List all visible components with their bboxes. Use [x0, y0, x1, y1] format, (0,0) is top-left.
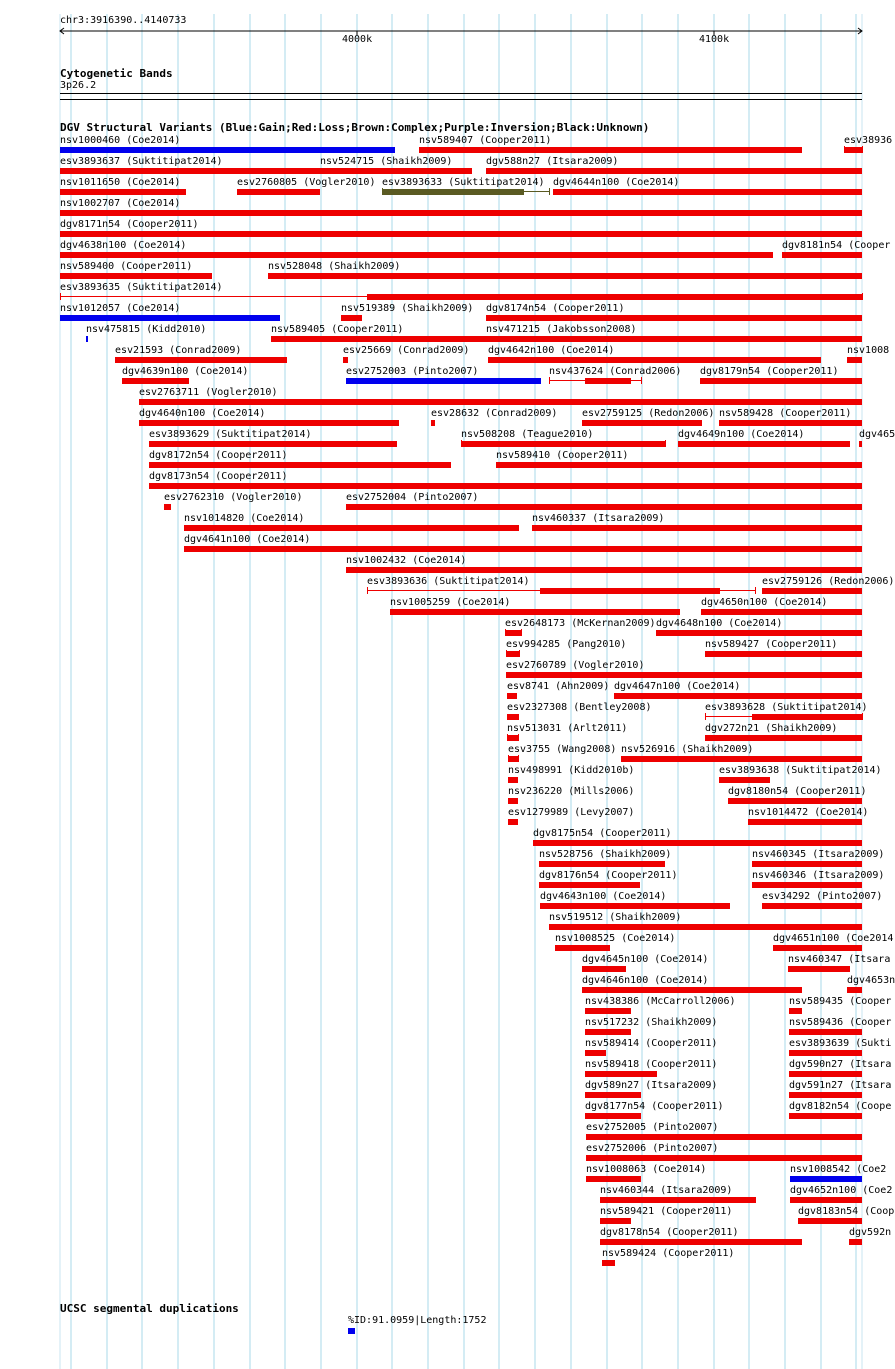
dgv-feature-label[interactable]: esv3893628 (Suktitipat2014) — [705, 702, 868, 713]
dgv-feature-bar[interactable] — [602, 1260, 615, 1266]
dgv-feature-label[interactable]: dgv8181n54 (Cooper — [782, 240, 891, 251]
dgv-feature-bar[interactable] — [505, 630, 521, 636]
dgv-feature-bar[interactable] — [346, 504, 862, 510]
dgv-feature-bar[interactable] — [678, 441, 850, 447]
dgv-feature-bar[interactable] — [532, 525, 862, 531]
dgv-feature-bar[interactable] — [488, 357, 821, 363]
dgv-feature-label[interactable]: dgv4643n100 (Coe2014) — [540, 891, 667, 902]
dgv-feature-label[interactable]: nsv528048 (Shaikh2009) — [268, 261, 401, 272]
dgv-feature-label[interactable]: nsv438386 (McCarroll2006) — [585, 996, 736, 1007]
dgv-feature-label[interactable]: esv2752004 (Pinto2007) — [346, 492, 479, 503]
ruler-tick-4100k: 4100k — [699, 34, 730, 45]
dgv-feature-bar[interactable] — [60, 252, 773, 258]
dgv-feature-label[interactable]: nsv524715 (Shaikh2009) — [320, 156, 453, 167]
dgv-feature-label[interactable]: dgv4642n100 (Coe2014) — [488, 345, 615, 356]
dgv-feature-bar[interactable] — [149, 462, 451, 468]
dgv-feature-endcap — [705, 713, 706, 720]
dgv-feature-label[interactable]: dgv4641n100 (Coe2014) — [184, 534, 311, 545]
dgv-feature-bar[interactable] — [139, 420, 399, 426]
dgv-feature-label[interactable]: esv3893633 (Suktitipat2014) — [382, 177, 545, 188]
dgv-feature-bar[interactable] — [346, 567, 862, 573]
dgv-feature-bar[interactable] — [748, 819, 862, 825]
dgv-feature-bar[interactable] — [507, 693, 517, 699]
dgv-feature-label[interactable]: nsv1000460 (Coe2014) — [60, 135, 181, 146]
dgv-feature-label[interactable]: nsv1002432 (Coe2014) — [346, 555, 467, 566]
dgv-feature-bar[interactable] — [585, 1113, 641, 1119]
dgv-feature-bar[interactable] — [60, 168, 472, 174]
dgv-feature-bar[interactable] — [585, 1092, 641, 1098]
dgv-feature-bar[interactable] — [508, 756, 518, 762]
dgv-feature-bar[interactable] — [752, 714, 862, 720]
dgv-feature-label[interactable]: esv2762310 (Vogler2010) — [164, 492, 303, 503]
dgv-feature-label[interactable]: nsv236220 (Mills2006) — [508, 786, 635, 797]
dgv-feature-endcap — [60, 293, 61, 300]
dgv-feature-label[interactable]: esv2648173 (McKernan2009) — [505, 618, 656, 629]
dgv-feature-bar[interactable] — [789, 1071, 862, 1077]
dgv-feature-label[interactable]: nsv589407 (Cooper2011) — [419, 135, 552, 146]
dgv-feature-bar[interactable] — [115, 357, 287, 363]
dgv-feature-label[interactable]: esv3893635 (Suktitipat2014) — [60, 282, 223, 293]
dgv-feature-label[interactable]: nsv498991 (Kidd2010b) — [508, 765, 635, 776]
dgv-feature-label[interactable]: esv38936 — [844, 135, 893, 146]
dgv-feature-label[interactable]: dgv465 — [859, 429, 895, 440]
dgv-feature-bar[interactable] — [762, 588, 862, 594]
dgv-feature-label[interactable]: esv3755 (Wang2008) — [508, 744, 617, 755]
dgv-feature-label[interactable]: dgv4639n100 (Coe2014) — [122, 366, 249, 377]
dgv-feature-endcap — [518, 734, 519, 741]
dgv-feature-endcap — [862, 293, 863, 300]
dgv-feature-label[interactable]: esv2760789 (Vogler2010) — [506, 660, 645, 671]
dgv-feature-label[interactable]: nsv1012057 (Coe2014) — [60, 303, 181, 314]
dgv-feature-label[interactable]: dgv4638n100 (Coe2014) — [60, 240, 187, 251]
dgv-feature-bar[interactable] — [419, 147, 802, 153]
dgv-feature-bar[interactable] — [539, 861, 665, 867]
dgv-feature-label[interactable]: dgv8172n54 (Cooper2011) — [149, 450, 288, 461]
dgv-feature-endcap — [862, 146, 863, 153]
dgv-feature-bar[interactable] — [486, 168, 862, 174]
dgv-feature-label[interactable]: dgv8179n54 (Cooper2011) — [700, 366, 839, 377]
dgv-feature-bar[interactable] — [582, 420, 702, 426]
dgv-feature-bar[interactable] — [367, 294, 862, 300]
dgv-feature-label[interactable]: dgv591n27 (Itsara — [789, 1080, 892, 1091]
dgv-feature-bar[interactable] — [762, 903, 862, 909]
dgv-feature-bar[interactable] — [585, 1029, 631, 1035]
dgv-feature-label[interactable]: esv25669 (Conrad2009) — [343, 345, 470, 356]
dgv-feature-bar[interactable] — [539, 882, 640, 888]
dgv-feature-label[interactable]: nsv589418 (Cooper2011) — [585, 1059, 718, 1070]
dgv-feature-label[interactable]: esv3893638 (Suktitipat2014) — [719, 765, 882, 776]
dgv-feature-label[interactable]: dgv272n21 (Shaikh2009) — [705, 723, 838, 734]
dgv-feature-label[interactable]: esv1279989 (Levy2007) — [508, 807, 635, 818]
dgv-feature-bar[interactable] — [582, 987, 802, 993]
dgv-feature-bar[interactable] — [600, 1218, 631, 1224]
dgv-feature-bar[interactable] — [585, 1050, 606, 1056]
dgv-feature-label[interactable]: esv2759125 (Redon2006) — [582, 408, 715, 419]
segdup-title: UCSC segmental duplications — [60, 1302, 239, 1315]
dgv-feature-label[interactable]: nsv1002707 (Coe2014) — [60, 198, 181, 209]
dgv-feature-label[interactable]: dgv8173n54 (Cooper2011) — [149, 471, 288, 482]
dgv-feature-label[interactable]: esv2763711 (Vogler2010) — [139, 387, 278, 398]
dgv-feature-bar[interactable] — [341, 315, 362, 321]
dgv-feature-label[interactable]: nsv460346 (Itsara2009) — [752, 870, 885, 881]
dgv-feature-label[interactable]: dgv4651n100 (Coe2014 — [773, 933, 894, 944]
dgv-feature-label[interactable]: esv3893637 (Suktitipat2014) — [60, 156, 223, 167]
dgv-feature-label[interactable]: dgv4652n100 (Coe2 — [790, 1185, 893, 1196]
dgv-feature-label[interactable]: nsv589436 (Cooper — [789, 1017, 892, 1028]
dgv-feature-label[interactable]: esv3893636 (Suktitipat2014) — [367, 576, 530, 587]
dgv-feature-label[interactable]: nsv460337 (Itsara2009) — [532, 513, 665, 524]
segdup-feature-bar[interactable] — [348, 1328, 355, 1334]
dgv-feature-label[interactable]: dgv8176n54 (Cooper2011) — [539, 870, 678, 881]
dgv-feature-endcap — [862, 713, 863, 720]
dgv-feature-label[interactable]: nsv589421 (Cooper2011) — [600, 1206, 733, 1217]
dgv-feature-label[interactable]: dgv8183n54 (Coop — [798, 1206, 895, 1217]
dgv-feature-label[interactable]: nsv460345 (Itsara2009) — [752, 849, 885, 860]
dgv-feature-label[interactable]: esv2752003 (Pinto2007) — [346, 366, 479, 377]
dgv-feature-bar[interactable] — [496, 462, 862, 468]
dgv-feature-bar[interactable] — [585, 378, 631, 384]
dgv-feature-bar[interactable] — [60, 210, 862, 216]
cytoband-label: 3p26.2 — [60, 80, 97, 91]
dgv-feature-label[interactable]: dgv4646n100 (Coe2014) — [582, 975, 709, 986]
dgv-feature-label[interactable]: nsv589427 (Cooper2011) — [705, 639, 838, 650]
dgv-feature-label[interactable]: nsv519389 (Shaikh2009) — [341, 303, 474, 314]
segdup-feature-label[interactable]: %ID:91.0959|Length:1752 — [348, 1315, 487, 1326]
dgv-feature-label[interactable]: dgv8182n54 (Coope — [789, 1101, 892, 1112]
dgv-feature-label[interactable]: nsv589424 (Cooper2011) — [602, 1248, 735, 1259]
dgv-feature-bar[interactable] — [122, 378, 189, 384]
dgv-feature-endcap — [521, 629, 522, 636]
dgv-feature-label[interactable]: dgv8174n54 (Cooper2011) — [486, 303, 625, 314]
dgv-feature-endcap — [755, 587, 756, 594]
dgv-feature-bar[interactable] — [431, 420, 435, 426]
dgv-feature-bar[interactable] — [508, 819, 518, 825]
dgv-feature-bar[interactable] — [586, 1176, 641, 1182]
dgv-feature-label[interactable]: dgv4650n100 (Coe2014) — [701, 597, 828, 608]
dgv-feature-bar[interactable] — [508, 798, 518, 804]
dgv-feature-bar[interactable] — [789, 1092, 862, 1098]
dgv-feature-endcap — [518, 755, 519, 762]
dgv-feature-label[interactable]: esv3893639 (Sukti — [789, 1038, 892, 1049]
dgv-feature-label[interactable]: dgv4648n100 (Coe2014) — [656, 618, 783, 629]
dgv-feature-label[interactable]: esv994285 (Pang2010) — [506, 639, 627, 650]
dgv-feature-label[interactable]: nsv519512 (Shaikh2009) — [549, 912, 682, 923]
dgv-feature-label[interactable]: dgv589n27 (Itsara2009) — [585, 1080, 718, 1091]
dgv-feature-bar[interactable] — [507, 735, 518, 741]
dgv-feature-label[interactable]: nsv1008542 (Coe2 — [790, 1164, 887, 1175]
dgv-feature-bar[interactable] — [773, 945, 862, 951]
dgv-feature-bar[interactable] — [60, 315, 280, 321]
dgv-feature-label[interactable]: dgv588n27 (Itsara2009) — [486, 156, 619, 167]
dgv-feature-label[interactable]: esv3893629 (Suktitipat2014) — [149, 429, 312, 440]
dgv-feature-bar[interactable] — [700, 378, 862, 384]
dgv-feature-bar[interactable] — [586, 1155, 862, 1161]
dgv-feature-label[interactable]: nsv1005259 (Coe2014) — [390, 597, 511, 608]
dgv-feature-label[interactable]: esv2327308 (Bentley2008) — [507, 702, 652, 713]
dgv-feature-label[interactable]: esv2752006 (Pinto2007) — [586, 1143, 719, 1154]
dgv-feature-label[interactable]: nsv589428 (Cooper2011) — [719, 408, 852, 419]
dgv-feature-label[interactable]: nsv513031 (Arlt2011) — [507, 723, 628, 734]
dgv-feature-label[interactable]: dgv592n — [849, 1227, 892, 1238]
dgv-feature-label[interactable]: nsv589400 (Cooper2011) — [60, 261, 193, 272]
dgv-feature-label[interactable]: esv2759126 (Redon2006) — [762, 576, 895, 587]
dgv-feature-label[interactable]: esv34292 (Pinto2007) — [762, 891, 883, 902]
dgv-feature-label[interactable]: esv21593 (Conrad2009) — [115, 345, 242, 356]
dgv-feature-bar[interactable] — [790, 1197, 862, 1203]
dgv-feature-bar[interactable] — [719, 777, 770, 783]
dgv-feature-bar[interactable] — [621, 756, 862, 762]
dgv-feature-label[interactable]: nsv475815 (Kidd2010) — [86, 324, 207, 335]
dgv-feature-bar[interactable] — [789, 1113, 862, 1119]
dgv-feature-label[interactable]: nsv589414 (Cooper2011) — [585, 1038, 718, 1049]
dgv-feature-label[interactable]: dgv8178n54 (Cooper2011) — [600, 1227, 739, 1238]
dgv-feature-bar[interactable] — [752, 861, 862, 867]
dgv-feature-bar[interactable] — [506, 672, 862, 678]
dgv-feature-bar[interactable] — [271, 336, 494, 342]
dgv-feature-label[interactable]: dgv8180n54 (Cooper2011) — [728, 786, 867, 797]
dgv-feature-bar[interactable] — [555, 945, 610, 951]
dgv-feature-bar[interactable] — [614, 693, 862, 699]
dgv-feature-endcap — [641, 377, 642, 384]
dgv-feature-bar[interactable] — [549, 924, 862, 930]
dgv-feature-label[interactable]: nsv1014472 (Coe2014) — [748, 807, 869, 818]
dgv-feature-bar[interactable] — [149, 441, 397, 447]
dgv-feature-label[interactable]: nsv526916 (Shaikh2009) — [621, 744, 754, 755]
dgv-feature-label[interactable]: esv28632 (Conrad2009) — [431, 408, 558, 419]
dgv-feature-label[interactable]: nsv437624 (Conrad2006) — [549, 366, 682, 377]
dgv-feature-bar[interactable] — [60, 147, 395, 153]
dgv-feature-bar[interactable] — [346, 378, 541, 384]
dgv-feature-label[interactable]: nsv1008063 (Coe2014) — [586, 1164, 707, 1175]
dgv-feature-bar[interactable] — [553, 189, 862, 195]
dgv-feature-bar[interactable] — [705, 651, 862, 657]
dgv-feature-endcap — [367, 587, 368, 594]
dgv-feature-bar[interactable] — [184, 525, 519, 531]
dgv-feature-bar[interactable] — [798, 1218, 862, 1224]
dgv-feature-endcap — [519, 650, 520, 657]
dgv-feature-bar[interactable] — [60, 189, 186, 195]
dgv-feature-bar[interactable] — [585, 1008, 631, 1014]
dgv-feature-label[interactable]: nsv517232 (Shaikh2009) — [585, 1017, 718, 1028]
dgv-feature-bar[interactable] — [782, 252, 862, 258]
dgv-feature-bar[interactable] — [600, 1197, 756, 1203]
dgv-feature-bar[interactable] — [382, 189, 524, 195]
dgv-feature-bar[interactable] — [60, 231, 862, 237]
dgv-feature-endcap — [549, 377, 550, 384]
dgv-feature-bar[interactable] — [184, 546, 862, 552]
dgv-feature-bar[interactable] — [582, 966, 626, 972]
dgv-feature-bar[interactable] — [149, 483, 862, 489]
dgv-feature-label[interactable]: dgv4645n100 (Coe2014) — [582, 954, 709, 965]
dgv-feature-bar[interactable] — [540, 588, 720, 594]
dgv-feature-label[interactable]: nsv508208 (Teague2010) — [461, 429, 594, 440]
dgv-feature-bar[interactable] — [844, 147, 862, 153]
dgv-feature-bar[interactable] — [507, 714, 519, 720]
dgv-feature-bar[interactable] — [461, 441, 665, 447]
dgv-feature-label[interactable]: nsv1014820 (Coe2014) — [184, 513, 305, 524]
dgv-feature-endcap — [549, 188, 550, 195]
dgv-feature-bar[interactable] — [789, 1050, 862, 1056]
dgv-feature-bar[interactable] — [508, 777, 518, 783]
dgv-feature-bar[interactable] — [139, 399, 862, 405]
dgv-feature-bar[interactable] — [494, 336, 862, 342]
dgv-feature-label[interactable]: nsv589410 (Cooper2011) — [496, 450, 629, 461]
dgv-feature-label[interactable]: esv2760805 (Vogler2010) — [237, 177, 376, 188]
dgv-title: DGV Structural Variants (Blue:Gain;Red:Loss;Brown:Complex;Purple:Inversion;Black:Unknown) — [60, 121, 650, 134]
dgv-feature-label[interactable]: nsv471215 (Jakobsson2008) — [486, 324, 637, 335]
dgv-feature-bar[interactable] — [789, 1029, 862, 1035]
dgv-feature-bar[interactable] — [533, 840, 862, 846]
dgv-feature-label[interactable]: nsv589405 (Cooper2011) — [271, 324, 404, 335]
dgv-feature-label[interactable]: nsv1008 — [847, 345, 890, 356]
dgv-feature-bar[interactable] — [656, 630, 862, 636]
dgv-feature-label[interactable]: nsv460347 (Itsara — [788, 954, 891, 965]
dgv-feature-bar[interactable] — [849, 1239, 862, 1245]
dgv-feature-bar[interactable] — [586, 1134, 862, 1140]
dgv-feature-bar[interactable] — [164, 504, 171, 510]
dgv-feature-bar[interactable] — [847, 987, 862, 993]
dgv-feature-bar[interactable] — [790, 1176, 862, 1182]
dgv-feature-label[interactable]: nsv589435 (Cooper — [789, 996, 892, 1007]
dgv-feature-label[interactable]: dgv4640n100 (Coe2014) — [139, 408, 266, 419]
dgv-feature-label[interactable]: dgv4653n — [847, 975, 895, 986]
dgv-feature-endcap — [665, 440, 666, 447]
dgv-feature-label[interactable]: dgv8175n54 (Cooper2011) — [533, 828, 672, 839]
dgv-feature-label[interactable]: nsv528756 (Shaikh2009) — [539, 849, 672, 860]
dgv-feature-bar[interactable] — [728, 798, 862, 804]
dgv-feature-bar[interactable] — [86, 336, 88, 342]
dgv-feature-label[interactable]: nsv1011650 (Coe2014) — [60, 177, 181, 188]
cytoband-title: Cytogenetic Bands — [60, 67, 173, 80]
dgv-feature-label[interactable]: dgv4649n100 (Coe2014) — [678, 429, 805, 440]
dgv-feature-bar[interactable] — [788, 966, 850, 972]
dgv-feature-label[interactable]: dgv590n27 (Itsara — [789, 1059, 892, 1070]
dgv-feature-bar[interactable] — [701, 609, 862, 615]
dgv-feature-label[interactable]: dgv8177n54 (Cooper2011) — [585, 1101, 724, 1112]
dgv-feature-label[interactable]: dgv4644n100 (Coe2014) — [553, 177, 680, 188]
dgv-feature-bar[interactable] — [343, 357, 348, 363]
dgv-feature-bar[interactable] — [719, 420, 862, 426]
dgv-feature-bar[interactable] — [600, 1239, 802, 1245]
dgv-feature-label[interactable]: esv8741 (Ahn2009) — [507, 681, 610, 692]
dgv-feature-bar[interactable] — [60, 273, 212, 279]
dgv-feature-label[interactable]: esv2752005 (Pinto2007) — [586, 1122, 719, 1133]
dgv-feature-label[interactable]: nsv460344 (Itsara2009) — [600, 1185, 733, 1196]
dgv-feature-bar[interactable] — [540, 903, 730, 909]
dgv-feature-bar[interactable] — [752, 882, 862, 888]
dgv-feature-label[interactable]: dgv8171n54 (Cooper2011) — [60, 219, 199, 230]
dgv-feature-label[interactable]: dgv4647n100 (Coe2014) — [614, 681, 741, 692]
dgv-feature-bar[interactable] — [705, 735, 862, 741]
dgv-feature-label[interactable]: nsv1008525 (Coe2014) — [555, 933, 676, 944]
dgv-feature-bar[interactable] — [789, 1008, 802, 1014]
dgv-feature-bar[interactable] — [847, 357, 862, 363]
dgv-feature-bar[interactable] — [585, 1071, 657, 1077]
dgv-feature-bar[interactable] — [390, 609, 680, 615]
dgv-feature-bar[interactable] — [506, 651, 519, 657]
dgv-feature-bar[interactable] — [859, 441, 862, 447]
dgv-feature-bar[interactable] — [268, 273, 862, 279]
dgv-feature-bar[interactable] — [486, 315, 862, 321]
ruler-range-label: chr3:3916390..4140733 — [60, 15, 187, 26]
dgv-feature-bar[interactable] — [237, 189, 320, 195]
ruler-tick-4000k: 4000k — [342, 34, 373, 45]
